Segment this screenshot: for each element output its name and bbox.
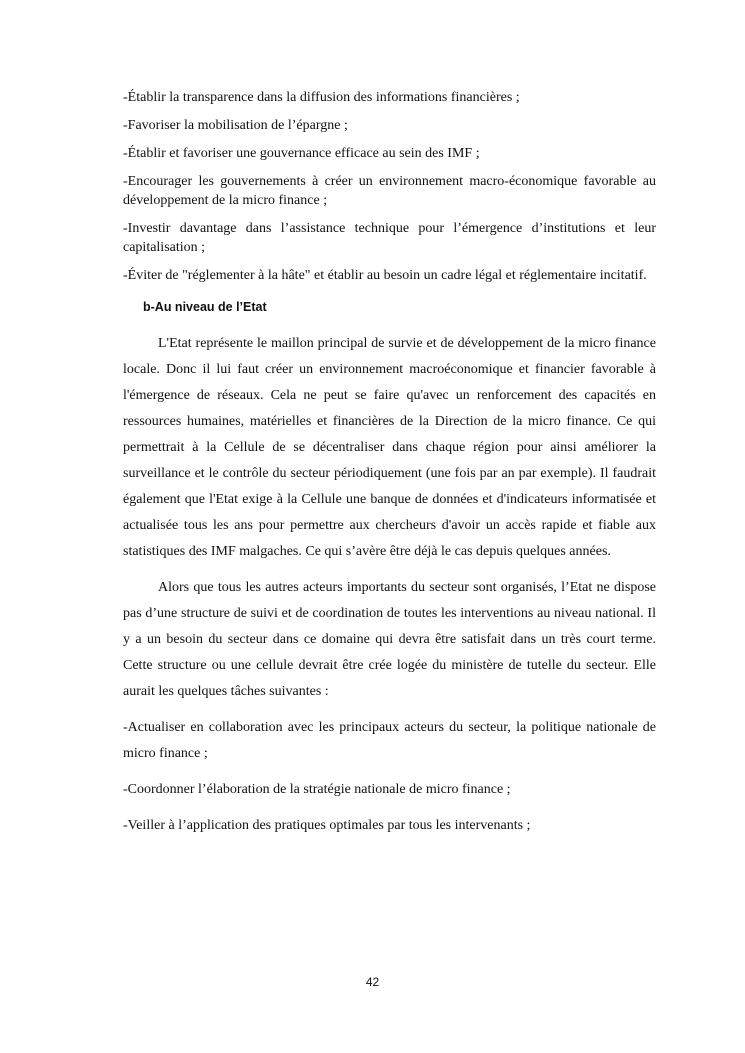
bullet-reglementer: -Éviter de "réglementer à la hâte" et établir au besoin un cadre légal et réglementaire incitatif. bbox=[123, 268, 647, 283]
bullet-epargne: -Favoriser la mobilisation de l’épargne ; bbox=[123, 118, 348, 133]
paragraph-etat: L'Etat représente le maillon principal de survie et de développement de la micro finance locale. Donc il lui faut créer un environnement macroéconomique et financier favorable à l'émergence de réseaux. Cela ne peut se faire qu'avec un renforcement des capacités en ressources humaines, matérielles et financières de la Direction de la micro finance. Ce qui permettrait à la Cellule de se décentraliser dans chaque région pour ainsi améliorer la surveillance et le contrôle du secteur périodiquement (une fois par an par exemple). Il faudrait également que l'Etat exige à la Cellule une banque de données et d'indicateurs informatisée et actualisée tous les ans pour permettre aux chercheurs d'avoir un accès rapide et fiable aux statistiques des IMF malgaches. Ce qui s’avère être déjà le cas depuis quelques années. bbox=[123, 336, 656, 559]
section-heading: b-Au niveau de l’Etat bbox=[143, 300, 267, 314]
page-number: 42 bbox=[365, 975, 380, 989]
bullet-transparence: -Établir la transparence dans la diffusion des informations financières ; bbox=[123, 90, 520, 105]
bullet-assistance: -Investir davantage dans l’assistance technique pour l’émergence d’institutions et leur capitalisation ; bbox=[123, 221, 656, 255]
bullet-veiller: -Veiller à l’application des pratiques optimales par tous les intervenants ; bbox=[123, 818, 531, 833]
bullet-environnement: -Encourager les gouvernements à créer un environnement macro-économique favorable au développement de la micro finance ; bbox=[123, 174, 656, 208]
bullet-actualiser: -Actualiser en collaboration avec les principaux acteurs du secteur, la politique nationale de micro finance ; bbox=[123, 720, 656, 761]
paragraph-structure: Alors que tous les autres acteurs importants du secteur sont organisés, l’Etat ne dispose pas d’une structure de suivi et de coordination de toutes les interventions au niveau national. Il y a un besoin du secteur dans ce domaine qui devra être satisfait dans un très court terme. Cette structure ou une cellule devrait être crée logée du ministère de tutelle du secteur. Elle aurait les quelques tâches suivantes : bbox=[123, 580, 656, 699]
bullet-gouvernance: -Établir et favoriser une gouvernance efficace au sein des IMF ; bbox=[123, 146, 480, 161]
document-page bbox=[123, 88, 656, 849]
bullet-coordonner: -Coordonner l’élaboration de la stratégie nationale de micro finance ; bbox=[123, 782, 511, 797]
